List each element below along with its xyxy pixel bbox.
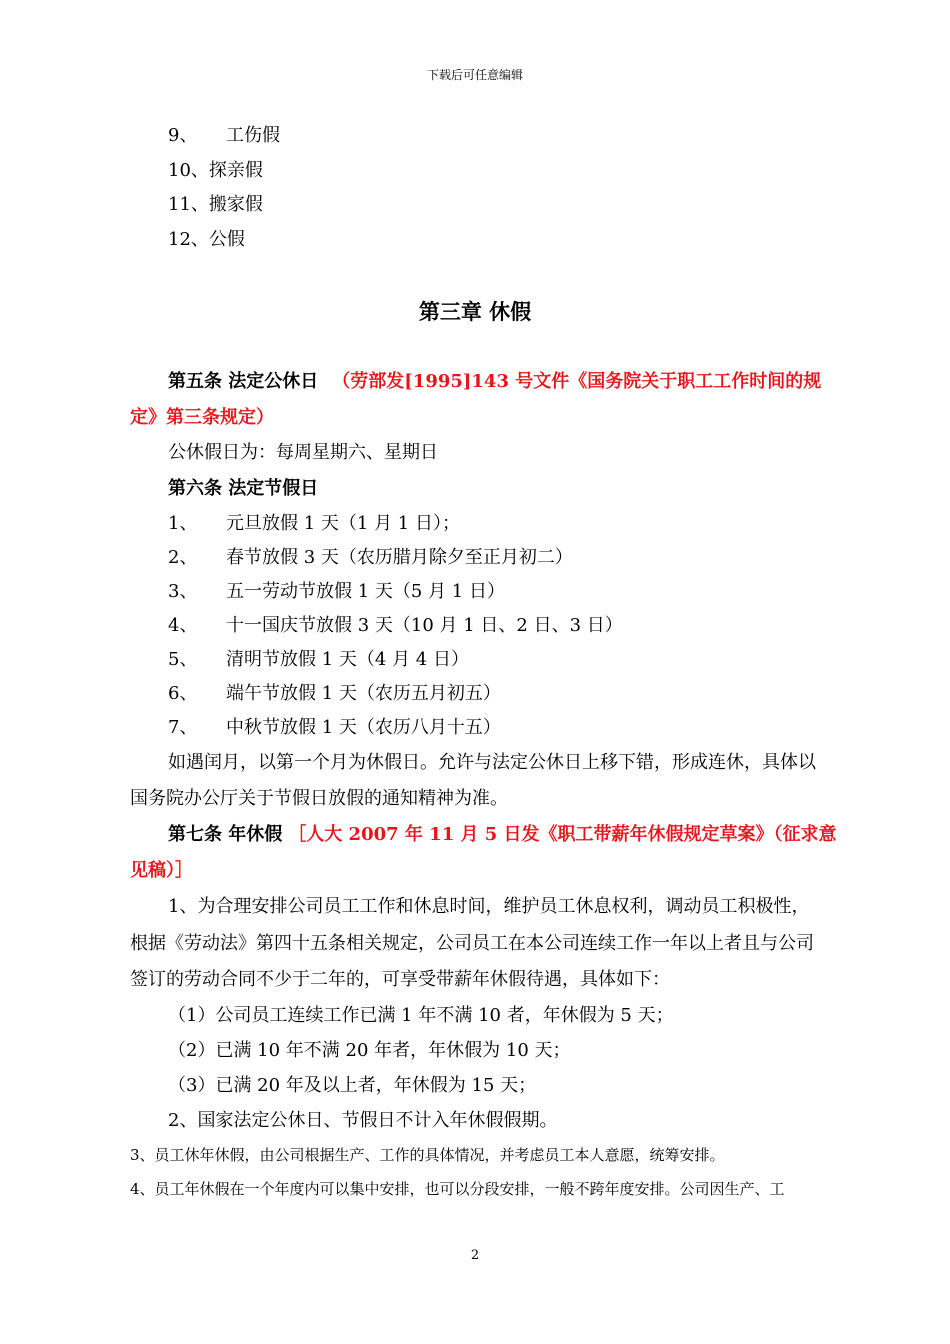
article-7-reference: ［人大 2007 年 11 月 5 日发《职工带薪年休假规定草案》（征求意 [288, 824, 837, 845]
article-5-title: 第五条 法定公休日 [168, 371, 319, 392]
article-5-reference: （劳部发[1995]143 号文件《国务院关于职工工作时间的规 [332, 371, 822, 392]
paragraph: 根据《劳动法》第四十五条相关规定，公司员工在本公司连续工作一年以上者且与公司 [130, 933, 814, 954]
paragraph: （3）已满 20 年及以上者，年休假为 15 天； [168, 1075, 537, 1096]
article-6-note: 如遇闰月，以第一个月为休假日。允许与法定公休日上移下错，形成连休，具体以 [168, 752, 816, 773]
article-5-reference-cont: 定》第三条规定） [130, 407, 274, 428]
chapter-title: 第三章 休假 [418, 299, 532, 324]
article-7-title: 第七条 年休假 [168, 824, 283, 845]
holiday-item: 6、 端午节放假 1 天（农历五月初五） [168, 683, 501, 704]
article-6-note-cont: 国务院办公厅关于节假日放假的通知精神为准。 [130, 788, 508, 809]
holiday-item: 1、 元旦放假 1 天（1 月 1 日）； [168, 513, 460, 534]
paragraph: 2、国家法定公休日、节假日不计入年休假假期。 [168, 1110, 558, 1131]
list-item: 11、搬家假 [168, 194, 263, 215]
holiday-item: 5、 清明节放假 1 天（4 月 4 日） [168, 649, 469, 670]
article-5-body: 公休假日为：每周星期六、星期日 [168, 442, 438, 463]
paragraph: 1、为合理安排公司员工工作和休息时间，维护员工休息权利，调动员工积极性， [168, 896, 810, 917]
paragraph: 3、员工休年休假，由公司根据生产、工作的具体情况，并考虑员工本人意愿，统筹安排。 [130, 1146, 725, 1164]
paragraph: 签订的劳动合同不少于二年的，可享受带薪年休假待遇，具体如下： [130, 969, 670, 990]
article-7-reference-cont: 见稿）］ [130, 860, 193, 881]
paragraph: 4、员工年休假在一个年度内可以集中安排，也可以分段安排，一般不跨年度安排。公司因生产、工 [130, 1180, 785, 1198]
holiday-item: 7、 中秋节放假 1 天（农历八月十五） [168, 717, 501, 738]
article-5-heading [168, 370, 821, 394]
paragraph: （2）已满 10 年不满 20 年者，年休假为 10 天； [168, 1040, 571, 1061]
list-item: 9、 工伤假 [168, 125, 280, 146]
list-item: 10、探亲假 [168, 160, 263, 181]
article-6-title: 第六条 法定节假日 [168, 478, 319, 499]
paragraph: （1）公司员工连续工作已满 1 年不满 10 者，年休假为 5 天； [168, 1005, 674, 1026]
article-7-heading [168, 823, 837, 847]
list-item: 12、公假 [168, 229, 245, 250]
page-header: 下载后可任意编辑 [426, 68, 523, 82]
holiday-item: 4、 十一国庆节放假 3 天（10 月 1 日、2 日、3 日） [168, 615, 623, 636]
page-number: 2 [470, 1248, 480, 1263]
holiday-item: 2、 春节放假 3 天（农历腊月除夕至正月初二） [168, 547, 573, 568]
holiday-item: 3、 五一劳动节放假 1 天（5 月 1 日） [168, 581, 505, 602]
